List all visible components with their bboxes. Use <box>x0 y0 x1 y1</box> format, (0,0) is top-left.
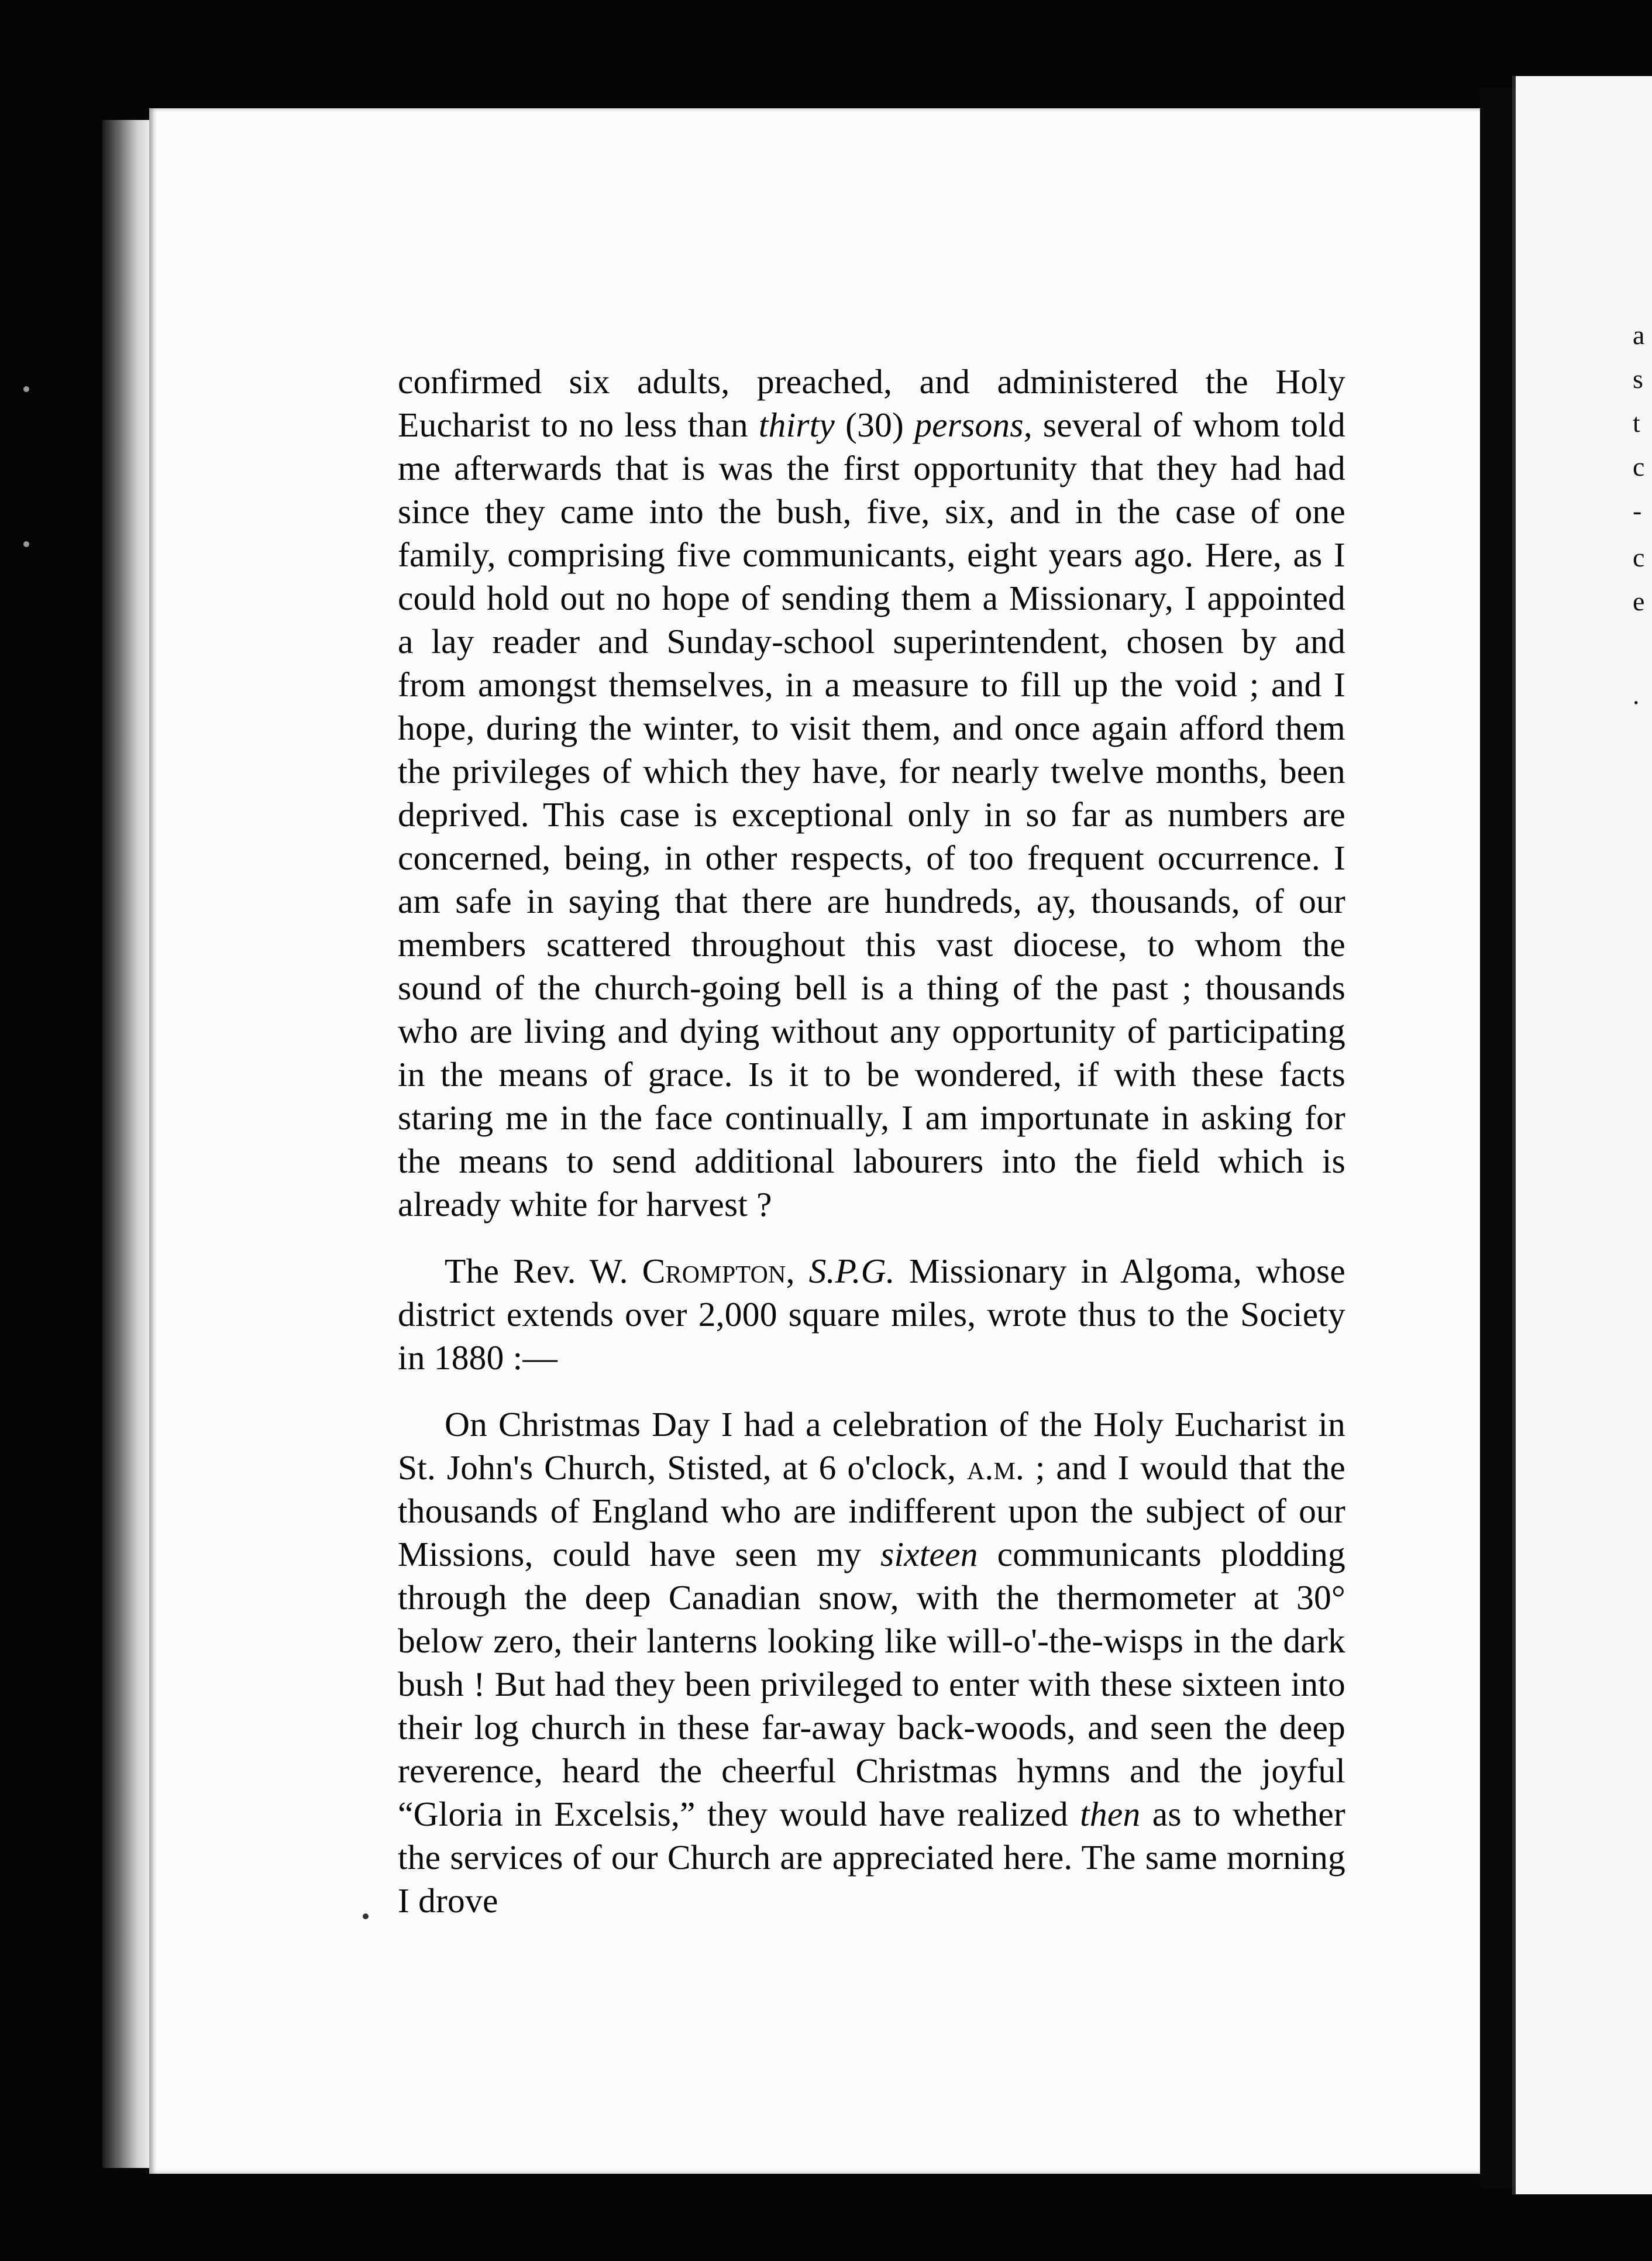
text-run: The Rev. W. <box>445 1252 642 1290</box>
scan-speck <box>23 541 29 547</box>
small-caps-run: Crompton <box>642 1252 786 1290</box>
italic-run: thirty <box>758 406 835 444</box>
italic-run: S.P.G. <box>808 1252 895 1290</box>
text-run: several of whom told me afterwards that is was the first opportunity that they had had since they came into the bush, five, six, and in the case of one family, comprising five communicants, eight years ago. Here, as I could hold out no hope of sending them a Missionary, I appointed a lay reader and Sunday-school superintendent, chosen by and from amongst themselves, in a measure to fill up the void ; and I hope, during the winter, to visit them, and once again afford them the privileges of which they have, for nearly twelve months, been deprived. This case is exceptional only in so far as numbers are concerned, being, in other respects, of too frequent occurrence. I am safe in saying that there are hundreds, ay, thousands, of our members scattered throughout this vast diocese, to whom the sound of the church-going bell is a thing of the past ; thousands who are living and dying without any opportunity of participating in the means of grace. Is it to be wondered, if with these facts staring me in the face continually, I am importunate in asking for the means to send additional labourers into the field which is already white for harvest ? <box>398 406 1345 1224</box>
scan-speck <box>23 386 29 392</box>
text-run: communicants plodding through the deep Canadian snow, with the thermometer at 30° below zero, their lanterns looking like will-o'-the-wisps in the dark bush ! But had they been privileged to enter with these sixteen into their log church in these far-away back-woods, and seen the deep reverence, heard the cheerful Christmas hymns and the joyful “Gloria in Excelsis,” they would have realized <box>398 1535 1346 1833</box>
italic-run: sixteen <box>880 1535 978 1573</box>
book-spine-edge <box>102 120 152 2168</box>
facing-page-fragment: t <box>1633 408 1640 438</box>
italic-run: persons, <box>914 406 1032 444</box>
facing-page-fragment: e <box>1633 586 1645 616</box>
text-run: , <box>786 1252 809 1290</box>
paragraph-christmas-letter <box>398 1403 1345 1922</box>
text-run: (30) <box>835 406 915 444</box>
scan-speck <box>363 1913 369 1919</box>
facing-page-fragment: s <box>1633 364 1643 394</box>
facing-page-fragment: a <box>1633 320 1645 350</box>
paragraph-continuation <box>398 360 1345 1226</box>
text-run: confirmed six adults, preached, and administered the Holy Eucharist to no less than <box>398 362 1345 444</box>
page-text <box>398 360 1345 1922</box>
italic-run: then <box>1080 1795 1141 1833</box>
text-run: Missionary in Algoma, whose district extends over 2,000 square miles, wrote thus to the Society in 1880 :— <box>398 1252 1346 1377</box>
page-gutter <box>1480 88 1512 2188</box>
facing-page-fragment: . <box>1633 680 1640 710</box>
facing-page-fragment: c <box>1633 452 1645 482</box>
small-caps-run: a.m. <box>966 1448 1025 1487</box>
facing-page-fragment: - <box>1633 496 1642 525</box>
facing-page-edge <box>1512 76 1652 2194</box>
text-run: as to whether the services of our Church are appreciated here. The same morning I drove <box>398 1795 1345 1920</box>
paragraph-crompton-intro <box>398 1249 1345 1379</box>
text-run: On Christmas Day I had a celebration of the Holy Eucharist in St. John's Church, Stisted, at 6 o'clock, <box>398 1405 1345 1487</box>
text-run: ; and I would that the thousands of England who are indifferent upon the subject of our Missions, could have seen my <box>398 1448 1346 1573</box>
facing-page-fragment: c <box>1633 542 1645 572</box>
